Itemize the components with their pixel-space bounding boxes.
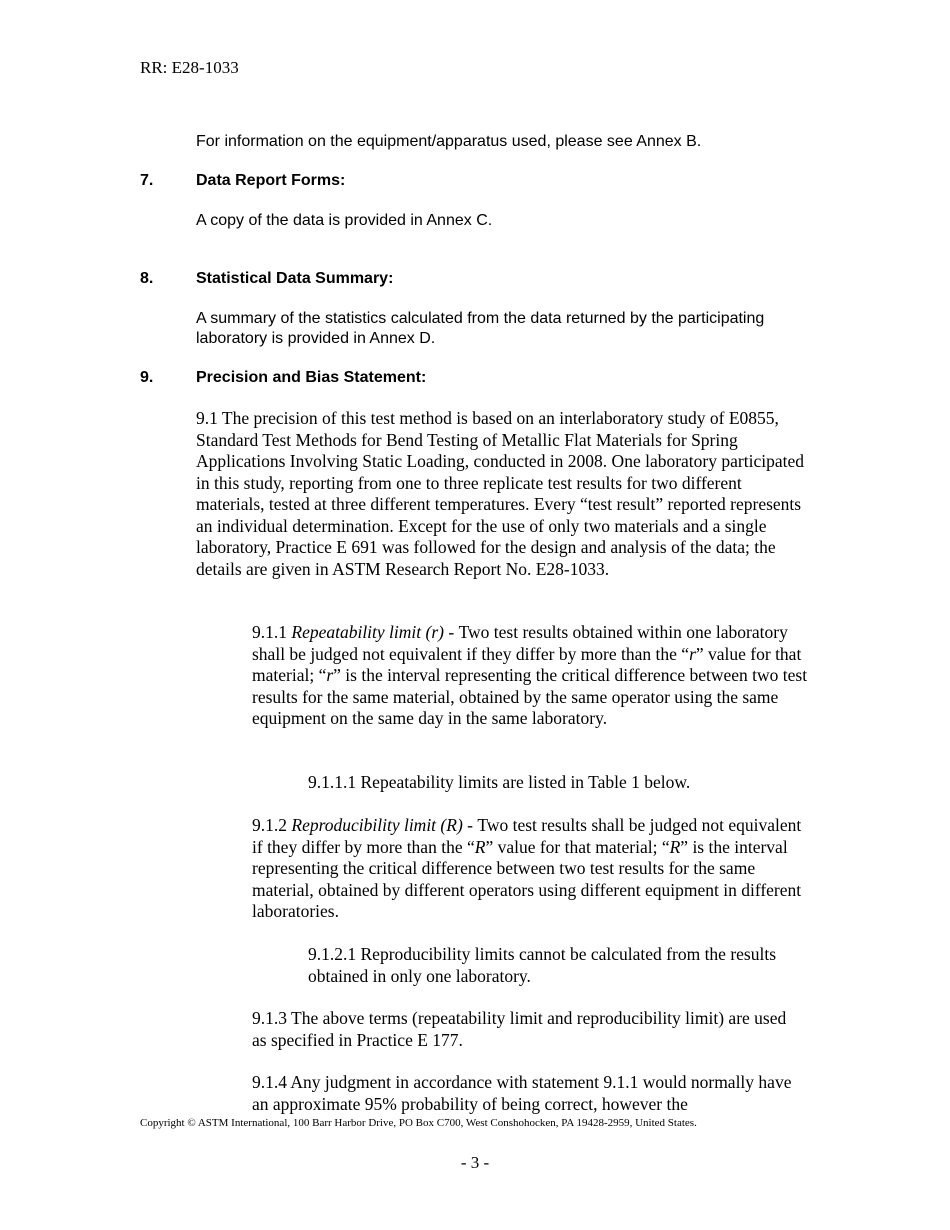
term-dash: - [462, 815, 478, 835]
reproducibility-term: Reproducibility limit (R) [291, 815, 463, 835]
section-7-title: Data Report Forms: [196, 172, 346, 189]
copyright-footer: Copyright © ASTM International, 100 Barr Harbor Drive, PO Box C700, West Conshohocken, PA 19428-2959, United States. [140, 1117, 697, 1129]
section-8-body: A summary of the statistics calculated from the data returned by the participating laboratory is provided in Annex D. [196, 310, 765, 347]
paragraph-9-1-3: 9.1.3 The above terms (repeatability limit and reproducibility limit) are used as specified in Practice E 177. [252, 1008, 787, 1050]
section-7-number: 7. [140, 172, 154, 189]
paragraph-9-1: 9.1 The precision of this test method is based on an interlaboratory study of E0855, Standard Test Methods for Bend Testing of Metallic Flat Materials for Spring Applications Involving Static Loading, conducted in 2008. One laboratory participated in this study, reporting from one to three replicate test results for two different materials, tested at three different temperatures. Every “test result” reported represents an individual determination. Except for the use of only two materials and a single laboratory, Practice E 691 was followed for the design and analysis of the data; the details are given in ASTM Research Report No. E28-1033. [196, 408, 804, 579]
paragraph-9-1-2-1: 9.1.2.1 Reproducibility limits cannot be calculated from the results obtained in only one laboratory. [308, 944, 777, 986]
paragraph-9-1-1: 9.1.1 Repeatability limit (r) - Two test results obtained within one laboratory shall be judged not equivalent if they differ by more than the “r” value for that material; “r” is the interval representing the critical difference between two test results for the same material, obtained by the same operator using the same equipment on the same day in the same laboratory. [252, 622, 808, 728]
section-9-number: 9. [140, 369, 154, 386]
section-8-title: Statistical Data Summary: [196, 270, 394, 287]
page-number: - 3 - [460, 1153, 490, 1172]
section-9-title: Precision and Bias Statement: [196, 369, 427, 386]
repeatability-term: Repeatability limit (r) [291, 622, 444, 642]
section-8-number: 8. [140, 270, 154, 287]
term-dash: - [443, 622, 459, 642]
paragraph-9-1-4: 9.1.4 Any judgment in accordance with statement 9.1.1 would normally have an approximate 95% probability of being correct, however the [252, 1072, 792, 1114]
paragraph-9-1-1-number: 9.1.1 [252, 622, 287, 642]
paragraph-9-1-2-number: 9.1.2 [252, 815, 287, 835]
paragraph-9-1-1-1: 9.1.1.1 Repeatability limits are listed in Table 1 below. [308, 772, 691, 792]
equipment-note: For information on the equipment/apparatus used, please see Annex B. [196, 133, 702, 150]
paragraph-9-1-2: 9.1.2 Reproducibility limit (R) - Two test results shall be judged not equivalent if they differ by more than the “R” value for that material; “R” is the interval representing the critical difference between two test results for the same material, obtained by different operators using different equipment in different laboratories. [252, 815, 802, 921]
report-id-header: RR: E28-1033 [140, 58, 239, 77]
section-7-body: A copy of the data is provided in Annex C. [196, 212, 493, 229]
